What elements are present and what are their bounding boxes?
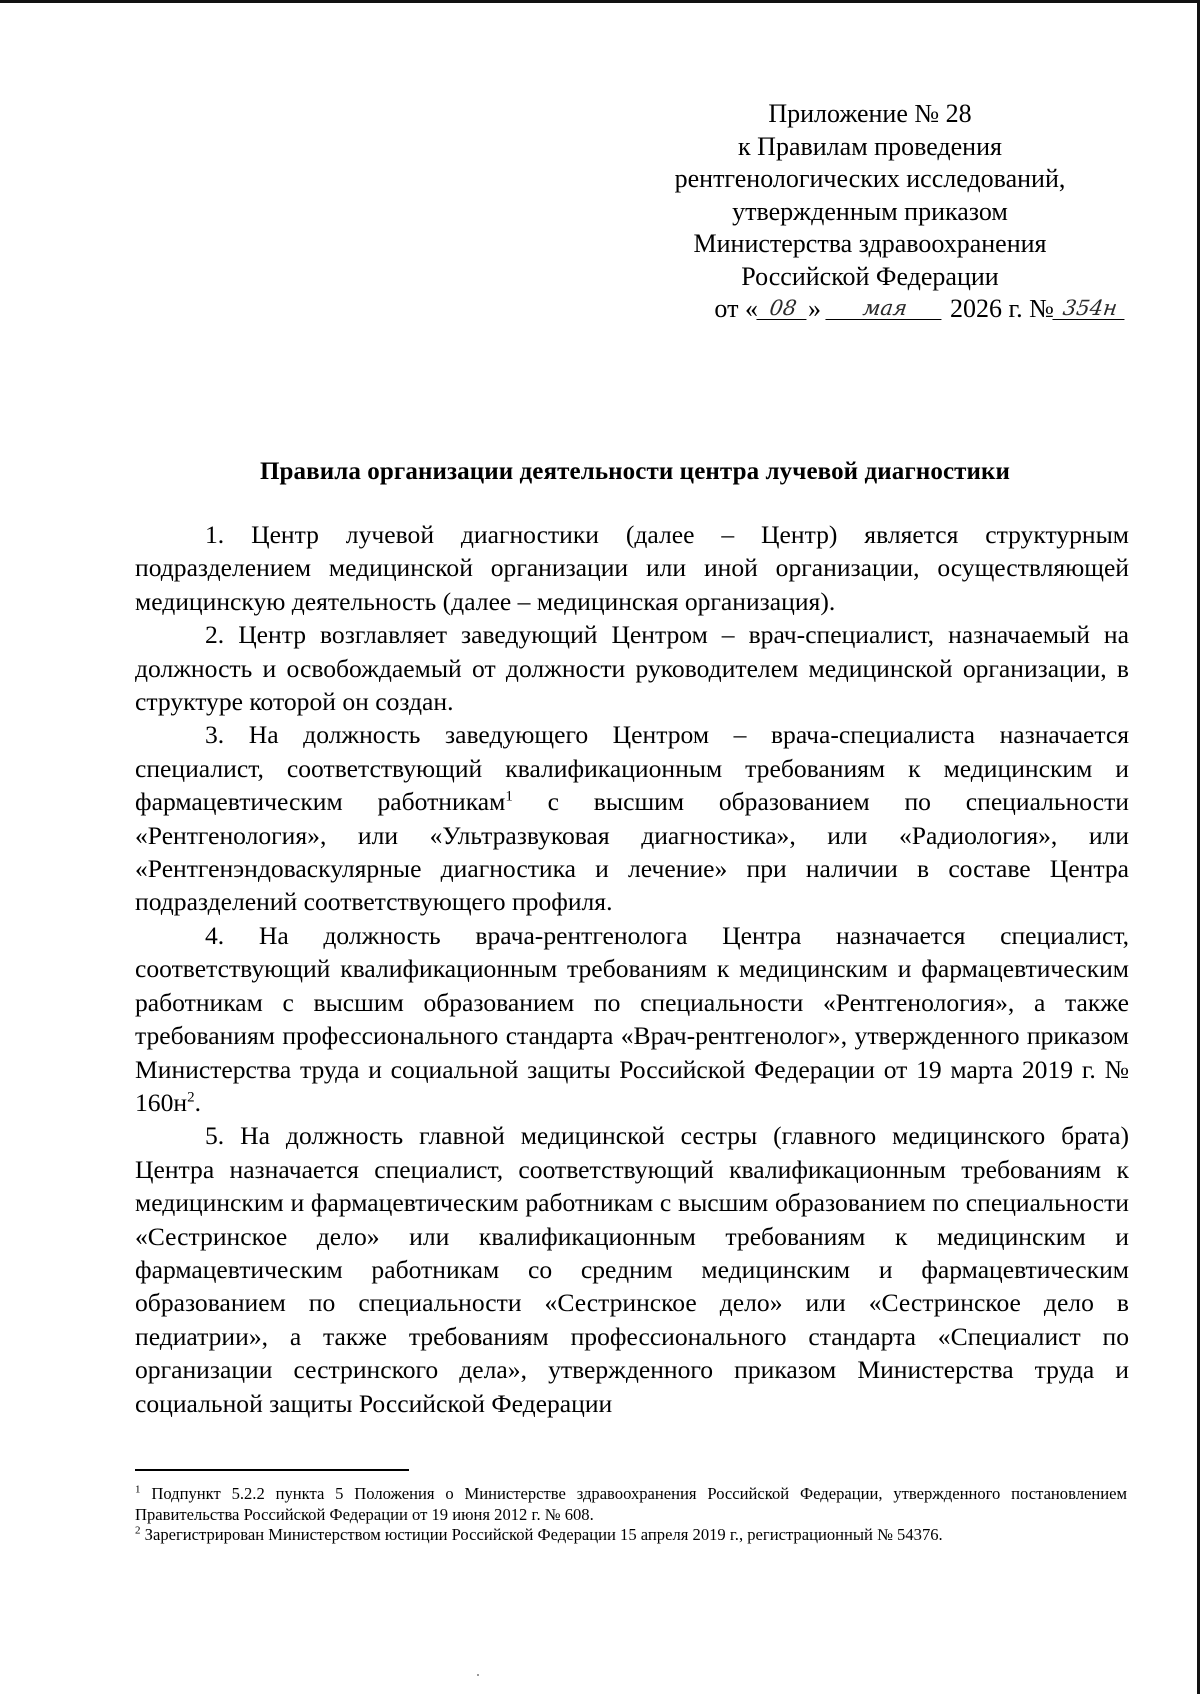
annex-date-line xyxy=(600,293,1140,326)
handwritten-day: 08 xyxy=(756,297,809,320)
document-title: Правила организации деятельности центра лучевой диагностики xyxy=(259,458,1011,485)
footnote-1-text: Подпункт 5.2.2 пункта 5 Положения о Министерстве здравоохранения Российской Федерации, утвержденного постановлением Правительства Российской Федерации от 19 июня 2012 г. № 608. xyxy=(135,1484,1127,1524)
paragraph-3-text-a: 3. На должность заведующего Центром – врача-специалиста назначается специалист, соответствующий квалификационным требованиям к медицинским и фармацевтическим работникам xyxy=(135,720,1129,817)
annex-federation: Российской Федерации xyxy=(741,261,999,291)
paragraph-4 xyxy=(135,919,1129,1119)
footnotes xyxy=(135,1484,1127,1546)
paragraph-4-text-a: 4. На должность врача-рентгенолога Центра назначается специалист, соответствующий квалификационным требованиям к медицинским и фармацевтическим работникам с высшим образованием по специальности «Рентгенология», а также требованиям профессионального стандарта «Врач-рентгенолог», утвержденного приказом Министерства труда и социальной защиты Российской Федерации от 19 марта 2019 г. № 160н xyxy=(135,920,1129,1117)
paragraph-5: 5. На должность главной медицинской сестры (главного медицинского брата) Центра назначается специалист, соответствующий квалификационным требованиям к медицинским и фармацевтическим работникам с высшим образованием по специальности «Сестринское дело» или квалификационным требованиям к медицинским и фармацевтическим работникам со средним медицинским и фармацевтическим образованием по специальности «Сестринское дело» или «Сестринское дело в педиатрии», а также требованиям профессионального стандарта «Специалист по организации сестринского дела», утвержденного приказом Министерства труда и социальной защиты Российской Федерации xyxy=(135,1121,1129,1418)
paragraph-1: 1. Центр лучевой диагностики (далее – Центр) является структурным подразделением медицинской организации или иной организации, осуществляющей медицинскую деятельность (далее – медицинская организация). xyxy=(135,520,1129,616)
paragraph-3-text-b: с высшим образованием по специальности «Рентгенология», или «Ультразвуковая диагностика», или «Радиология», или «Рентгенэндоваскулярные диагностика и лечение» при наличии в составе Центра подразделений соответствующего профиля. xyxy=(135,787,1129,917)
document-body xyxy=(135,518,1129,1420)
page-edge-top xyxy=(0,0,1200,3)
handwritten-month: мая xyxy=(826,297,945,320)
annex-rules-subject: рентгенологических исследований, xyxy=(674,164,1066,193)
paragraph-4-text-b: . xyxy=(194,1087,201,1117)
footnote-2-mark: 2 xyxy=(135,1524,141,1537)
footnote-2 xyxy=(135,1525,1127,1546)
annex-rules-ref: к Правилам проведения xyxy=(738,131,1002,161)
annex-approved-by: утвержденным приказом xyxy=(732,196,1008,226)
scan-speck xyxy=(477,1674,479,1676)
footnote-2-text: Зарегистрирован Министерством юстиции Российской Федерации 15 апреля 2019 г., регистрационный № 54376. xyxy=(140,1525,943,1545)
footnote-1 xyxy=(135,1484,1127,1525)
footnote-separator xyxy=(135,1469,409,1471)
paragraph-2: 2. Центр возглавляет заведующий Центром – врач-специалист, назначаемый на должность и освобождаемый от должности руководителем медицинской организации, в структуре которой он создан. xyxy=(135,620,1129,717)
annex-number: Приложение № 28 xyxy=(768,99,972,128)
date-prefix: от « xyxy=(714,294,758,323)
annex-header xyxy=(600,98,1140,326)
date-mid: » xyxy=(807,294,821,323)
annex-ministry: Министерства здравоохранения xyxy=(693,229,1047,258)
paragraph-3 xyxy=(135,718,1129,918)
footnote-ref-1: 1 xyxy=(505,788,513,805)
date-year: 2026 г. № xyxy=(949,294,1054,323)
handwritten-order-number: 354н xyxy=(1052,297,1127,320)
footnote-ref-2: 2 xyxy=(187,1089,195,1106)
footnote-1-mark: 1 xyxy=(135,1483,141,1496)
